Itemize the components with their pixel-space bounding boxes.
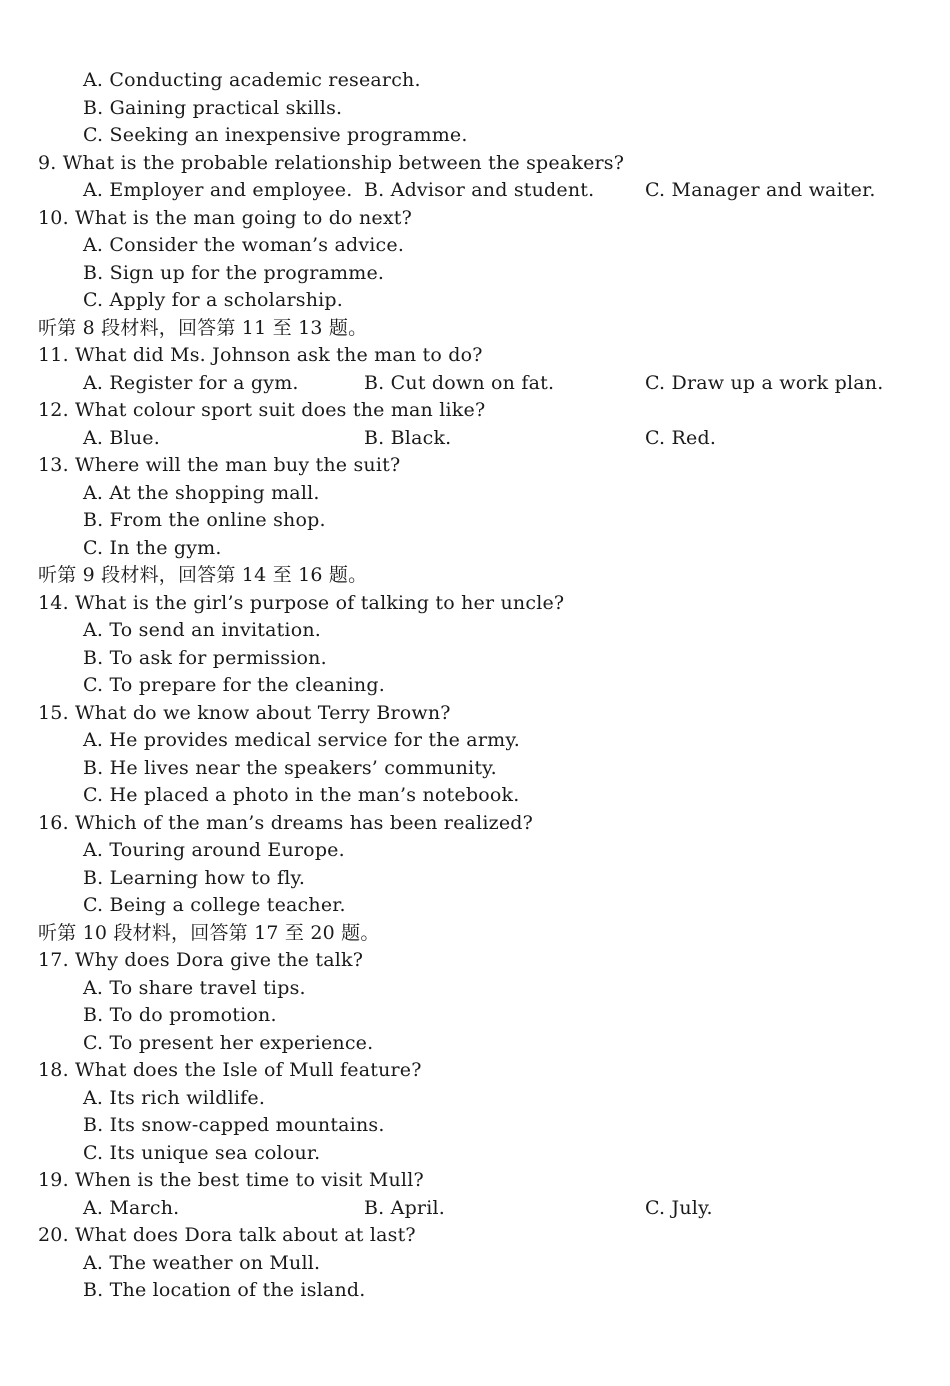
answer-option: C. He placed a photo in the man’s notebook. — [83, 784, 520, 806]
answer-option: B. Its snow-capped mountains. — [83, 1114, 385, 1136]
answer-option: C. To present her experience. — [83, 1031, 374, 1054]
option-c: C. Manager and waiter. — [645, 179, 876, 201]
option-a: A. Blue. — [83, 426, 160, 449]
question-stem: 9. What is the probable relationship between the speakers? — [38, 151, 625, 174]
question-stem: 17. Why does Dora give the talk? — [38, 949, 364, 971]
answer-option: B. To do promotion. — [83, 1004, 277, 1026]
answer-option: C. In the gym. — [83, 536, 222, 559]
option-c: C. Red. — [645, 426, 717, 449]
answer-option: A. At the shopping mall. — [83, 481, 320, 504]
option-row — [0, 370, 950, 398]
question-stem: 13. Where will the man buy the suit? — [38, 454, 401, 476]
question-stem: 14. What is the girl’s purpose of talking to her uncle? — [38, 591, 565, 614]
option-row — [0, 177, 950, 205]
option-b: B. Advisor and student. — [364, 179, 595, 201]
answer-option: A. Conducting academic research. — [83, 69, 421, 91]
answer-option: A. He provides medical service for the army. — [83, 729, 520, 751]
answer-option: A. Consider the woman’s advice. — [83, 234, 405, 256]
answer-option: A. To send an invitation. — [83, 619, 322, 641]
option-a: A. March. — [83, 1196, 180, 1219]
question-stem: 16. Which of the man’s dreams has been realized? — [38, 811, 534, 834]
exam-page — [0, 67, 950, 1305]
answer-option: C. Being a college teacher. — [83, 894, 346, 916]
answer-option: A. Its rich wildlife. — [83, 1086, 266, 1109]
answer-option: A. To share travel tips. — [83, 976, 306, 999]
answer-option: A. The weather on Mull. — [83, 1251, 321, 1274]
answer-option: C. To prepare for the cleaning. — [83, 674, 385, 696]
option-row — [0, 1195, 950, 1223]
answer-option: A. Touring around Europe. — [83, 839, 345, 861]
section-instruction: 听第 10 段材料，回答第 17 至 20 题。 — [38, 921, 380, 944]
answer-option: B. The location of the island. — [83, 1279, 366, 1301]
option-c: C. Draw up a work plan. — [645, 371, 884, 394]
question-stem: 12. What colour sport suit does the man like? — [38, 399, 486, 421]
answer-option: B. Gaining practical skills. — [83, 96, 343, 119]
section-instruction: 听第 8 段材料，回答第 11 至 13 题。 — [38, 316, 368, 339]
answer-option: C. Seeking an inexpensive programme. — [83, 124, 468, 146]
answer-option: C. Apply for a scholarship. — [83, 289, 344, 311]
question-stem: 10. What is the man going to do next? — [38, 206, 412, 229]
question-stem: 15. What do we know about Terry Brown? — [38, 701, 451, 724]
question-stem: 11. What did Ms. Johnson ask the man to do? — [38, 344, 483, 366]
question-stem: 20. What does Dora talk about at last? — [38, 1224, 416, 1246]
option-b: B. Cut down on fat. — [364, 371, 555, 394]
option-a: A. Employer and employee. — [83, 179, 353, 201]
answer-option: B. To ask for permission. — [83, 646, 327, 669]
answer-option: B. Learning how to fly. — [83, 866, 306, 889]
option-b: B. Black. — [364, 426, 452, 449]
answer-option: B. He lives near the speakers’ community. — [83, 756, 497, 779]
option-c: C. July. — [645, 1196, 713, 1219]
answer-option: B. Sign up for the programme. — [83, 261, 385, 284]
question-stem: 18. What does the Isle of Mull feature? — [38, 1059, 422, 1081]
section-instruction: 听第 9 段材料，回答第 14 至 16 题。 — [38, 564, 368, 586]
option-b: B. April. — [364, 1196, 446, 1219]
answer-option: C. Its unique sea colour. — [83, 1141, 321, 1164]
question-stem: 19. When is the best time to visit Mull? — [38, 1169, 424, 1191]
answer-option: B. From the online shop. — [83, 509, 326, 531]
option-row — [0, 425, 950, 453]
option-a: A. Register for a gym. — [83, 371, 299, 394]
